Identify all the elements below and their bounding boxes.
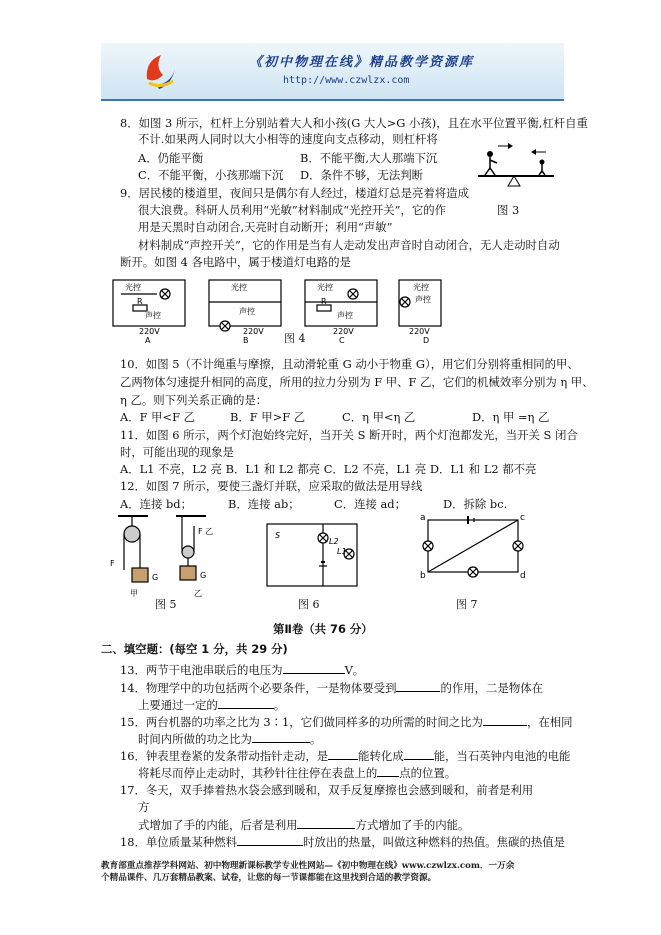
q12-option-d: D．拆除 bc. bbox=[443, 497, 508, 511]
fig6-l1-label: L1 bbox=[337, 547, 347, 556]
fig5-weight-label-jia: G bbox=[152, 573, 159, 582]
figure-7-circuit bbox=[418, 512, 528, 586]
header-banner bbox=[101, 43, 564, 101]
circuit-b-voltage-label: 220V bbox=[243, 327, 264, 336]
circuit-b-light-label: 光控 bbox=[231, 283, 247, 292]
q17-text-2: 方式增加了手的内能。 bbox=[355, 818, 470, 832]
q15-text-1: 15．两台机器的功率之比为 3∶1，它们做同样多的功所需的时间之比为 bbox=[120, 715, 483, 729]
q17-line2: 方 bbox=[138, 800, 150, 814]
q14-text-4: 。 bbox=[273, 698, 286, 712]
footer-line-1: 教育部重点推荐学科网站、初中物理新课标教学专业性网站—《初中物理在线》www.czwlzx.com．一万余 bbox=[101, 861, 515, 871]
circuit-c-voltage-label: 220V bbox=[333, 327, 354, 336]
q13-blank[interactable] bbox=[283, 662, 345, 674]
q16-text-2: 能转化成 bbox=[358, 749, 404, 763]
figure-3-lever bbox=[470, 140, 560, 192]
q17-blank[interactable] bbox=[297, 817, 355, 829]
circuit-b-sound-label: 声控 bbox=[239, 307, 255, 316]
q16-blank-2[interactable] bbox=[404, 748, 434, 760]
q12-option-c: C．连接 ad； bbox=[334, 497, 406, 511]
q10-line3: η 乙。则下列关系正确的是： bbox=[120, 393, 268, 407]
circuit-c-letter: C bbox=[339, 336, 345, 344]
figure-4-caption: 图 4 bbox=[284, 332, 306, 345]
q16-line2 bbox=[138, 765, 456, 781]
q8-line2: 不计.如果两人同时以大小相等的速度向支点移动，则杠杆将 bbox=[138, 132, 438, 146]
q10-option-c: C．η 甲<η 乙 bbox=[342, 410, 416, 424]
q16-blank-3[interactable] bbox=[377, 765, 399, 777]
q11-line1: 11．如图 6 所示，两个灯泡始终完好，当开关 S 断开时，两个灯泡都发光，当开关 S 闭合 bbox=[120, 428, 578, 442]
q8-option-a: A．仍能平衡 bbox=[138, 151, 204, 165]
q18-text-2: 时放出的热量，叫做这种燃料的热值。焦碳的热值是 bbox=[303, 835, 566, 849]
circuit-d-light-label: 光控 bbox=[413, 283, 429, 292]
footer-line-2: 个精品课件、几万套精品教案、试卷，让您的每一节课都能在这里找到合适的教学资源。 bbox=[101, 873, 437, 883]
fill-in-heading: 二、填空题：(每空 1 分，共 29 分) bbox=[101, 642, 288, 656]
header-url[interactable]: http://www.czwlzx.com bbox=[283, 75, 410, 86]
q17-text-1: 式增加了手的内能，后者是利用 bbox=[138, 818, 298, 832]
fig7-node-c: c bbox=[520, 513, 525, 523]
q9-line3: 用是天黑时自动闭合,天亮时自动断开；利用“声敏” bbox=[138, 220, 393, 234]
q8-option-b: B．不能平衡,大人那端下沉 bbox=[300, 151, 438, 165]
q9-line5: 断开。如图 4 各电路中，属于楼道灯电路的是 bbox=[120, 255, 351, 269]
q9-line2: 很大浪费。科研人员利用“光敏”材料制成“光控开关”，它的作 bbox=[138, 203, 447, 217]
q10-option-d: D．η 甲 =η 乙 bbox=[472, 410, 550, 424]
circuit-d-voltage-label: 220V bbox=[409, 327, 430, 336]
q16-text-5: 点的位置。 bbox=[399, 766, 457, 780]
figure-7-caption: 图 7 bbox=[456, 598, 478, 611]
q10-option-b: B．F 甲>F 乙 bbox=[230, 410, 306, 424]
q14-text-3: 上要通过一定的 bbox=[138, 698, 218, 712]
site-logo-icon bbox=[141, 49, 181, 93]
fig5-label-jia: 甲 bbox=[130, 589, 138, 598]
q11-options: A．L1 不亮，L2 亮 B．L1 和 L2 都亮 C．L2 不亮，L1 亮 D．L1 和 L2 都不亮 bbox=[120, 462, 537, 476]
q13-unit: V。 bbox=[344, 663, 365, 677]
q18-line1 bbox=[120, 834, 565, 850]
fig6-l2-label: L2 bbox=[329, 537, 339, 546]
section-2-title: 第Ⅱ卷（共 76 分） bbox=[273, 622, 373, 636]
fig5-label-yi: 乙 bbox=[194, 589, 202, 598]
circuit-c-resistor-label: R bbox=[321, 297, 327, 306]
q13 bbox=[120, 662, 364, 678]
q13-text: 13．两节干电池串联后的电压为 bbox=[120, 663, 283, 677]
q8-line1: 8．如图 3 所示，杠杆上分别站着大人和小孩(G 大人>G 小孩)，且在水平位置平衡,杠杆自重 bbox=[120, 116, 588, 130]
q8-option-c: C．不能平衡，小孩那端下沉 bbox=[138, 168, 284, 182]
q14-blank-1[interactable] bbox=[396, 680, 440, 692]
figure-3-caption: 图 3 bbox=[497, 203, 520, 217]
q9-line1: 9．居民楼的楼道里，夜间只是偶尔有人经过，楼道灯总是亮着将造成 bbox=[120, 186, 469, 200]
fig5-force-label-jia: F bbox=[110, 559, 115, 568]
q8-option-d: D．条件不够，无法判断 bbox=[300, 168, 424, 182]
page-footer bbox=[101, 860, 571, 884]
q12-line1: 12．如图 7 所示，要使三盏灯并联，应采取的做法是用导线 bbox=[120, 479, 423, 493]
q15-blank-2[interactable] bbox=[252, 731, 310, 743]
fig6-switch-label: S bbox=[275, 531, 281, 540]
circuit-a-sound-label: 声控 bbox=[145, 311, 161, 320]
figure-6-caption: 图 6 bbox=[298, 598, 320, 611]
circuit-b-letter: B bbox=[243, 336, 249, 344]
circuit-a-voltage-label: 220V bbox=[139, 327, 160, 336]
q16-text-3: 能，当石英钟内电池的电能 bbox=[433, 749, 571, 763]
figure-4-circuits bbox=[105, 272, 445, 344]
q15-text-4: 。 bbox=[309, 732, 322, 746]
circuit-c-sound-label: 声控 bbox=[337, 311, 353, 320]
q15-line2 bbox=[138, 731, 321, 747]
q17-line1: 17．冬天，双手捧着热水袋会感到暖和，双手反复摩擦也会感到暖和，前者是利用 bbox=[120, 783, 534, 797]
q9-line4: 材料制成“声控开关”，它的作用是当有人走动发出声音时自动闭合，无人走动时自动 bbox=[138, 238, 560, 252]
q18-text-1: 18．单位质量某种燃料 bbox=[120, 835, 238, 849]
q18-blank[interactable] bbox=[237, 834, 303, 846]
q16-blank-1[interactable] bbox=[328, 748, 358, 760]
q16-line1 bbox=[120, 748, 570, 764]
q12-option-b: B．连接 ab； bbox=[228, 497, 300, 511]
circuit-a-letter: A bbox=[145, 336, 151, 344]
circuit-a-resistor-label: R bbox=[137, 297, 143, 306]
q15-blank-1[interactable] bbox=[483, 714, 527, 726]
header-title: 《初中物理在线》精品教学资源库 bbox=[249, 55, 475, 70]
q10-line2: 乙两物体匀速提升相同的高度，所用的拉力分别为 F 甲、F 乙，它们的机械效率分别为 η 甲、 bbox=[120, 375, 594, 389]
figure-5-pulleys bbox=[104, 512, 224, 600]
q11-line2: 时，可能出现的现象是 bbox=[120, 445, 234, 459]
q12-option-a: A．连接 bd； bbox=[120, 497, 192, 511]
fig5-force-label-yi: F 乙 bbox=[198, 527, 214, 536]
circuit-d-letter: D bbox=[423, 336, 430, 344]
q15-line1 bbox=[120, 714, 573, 730]
q14-text-1: 14．物理学中的功包括两个必要条件，一是物体要受到 bbox=[120, 681, 397, 695]
q17-line3 bbox=[138, 817, 469, 833]
figure-6-circuit bbox=[263, 520, 361, 592]
fig7-node-d: d bbox=[520, 571, 526, 581]
q15-text-2: ，在相同 bbox=[526, 715, 573, 729]
figure-5-caption: 图 5 bbox=[155, 598, 177, 611]
q14-blank-2[interactable] bbox=[218, 697, 274, 709]
circuit-d-sound-label: 声控 bbox=[415, 295, 431, 304]
circuit-a-light-label: 光控 bbox=[125, 283, 141, 292]
q14-line2 bbox=[138, 697, 285, 713]
q10-line1: 10．如图 5（不计绳重与摩擦，且动滑轮重 G 动小于物重 G），用它们分别将重相同的甲、 bbox=[120, 357, 579, 371]
q15-text-3: 时间内所做的功之比为 bbox=[138, 732, 252, 746]
fig7-node-a: a bbox=[420, 513, 426, 523]
q16-text-4: 将耗尽而停止走动时，其秒针往往停在表盘上的 bbox=[138, 766, 378, 780]
q14-text-2: 的作用，二是物体在 bbox=[440, 681, 544, 695]
q10-option-a: A．F 甲<F 乙 bbox=[120, 410, 195, 424]
q16-text-1: 16．钟表里卷紧的发条带动指针走动，是 bbox=[120, 749, 329, 763]
fig5-weight-label-yi: G bbox=[200, 571, 207, 580]
fig7-node-b: b bbox=[420, 571, 426, 581]
circuit-c-light-label: 光控 bbox=[317, 283, 333, 292]
q14-line1 bbox=[120, 680, 543, 696]
